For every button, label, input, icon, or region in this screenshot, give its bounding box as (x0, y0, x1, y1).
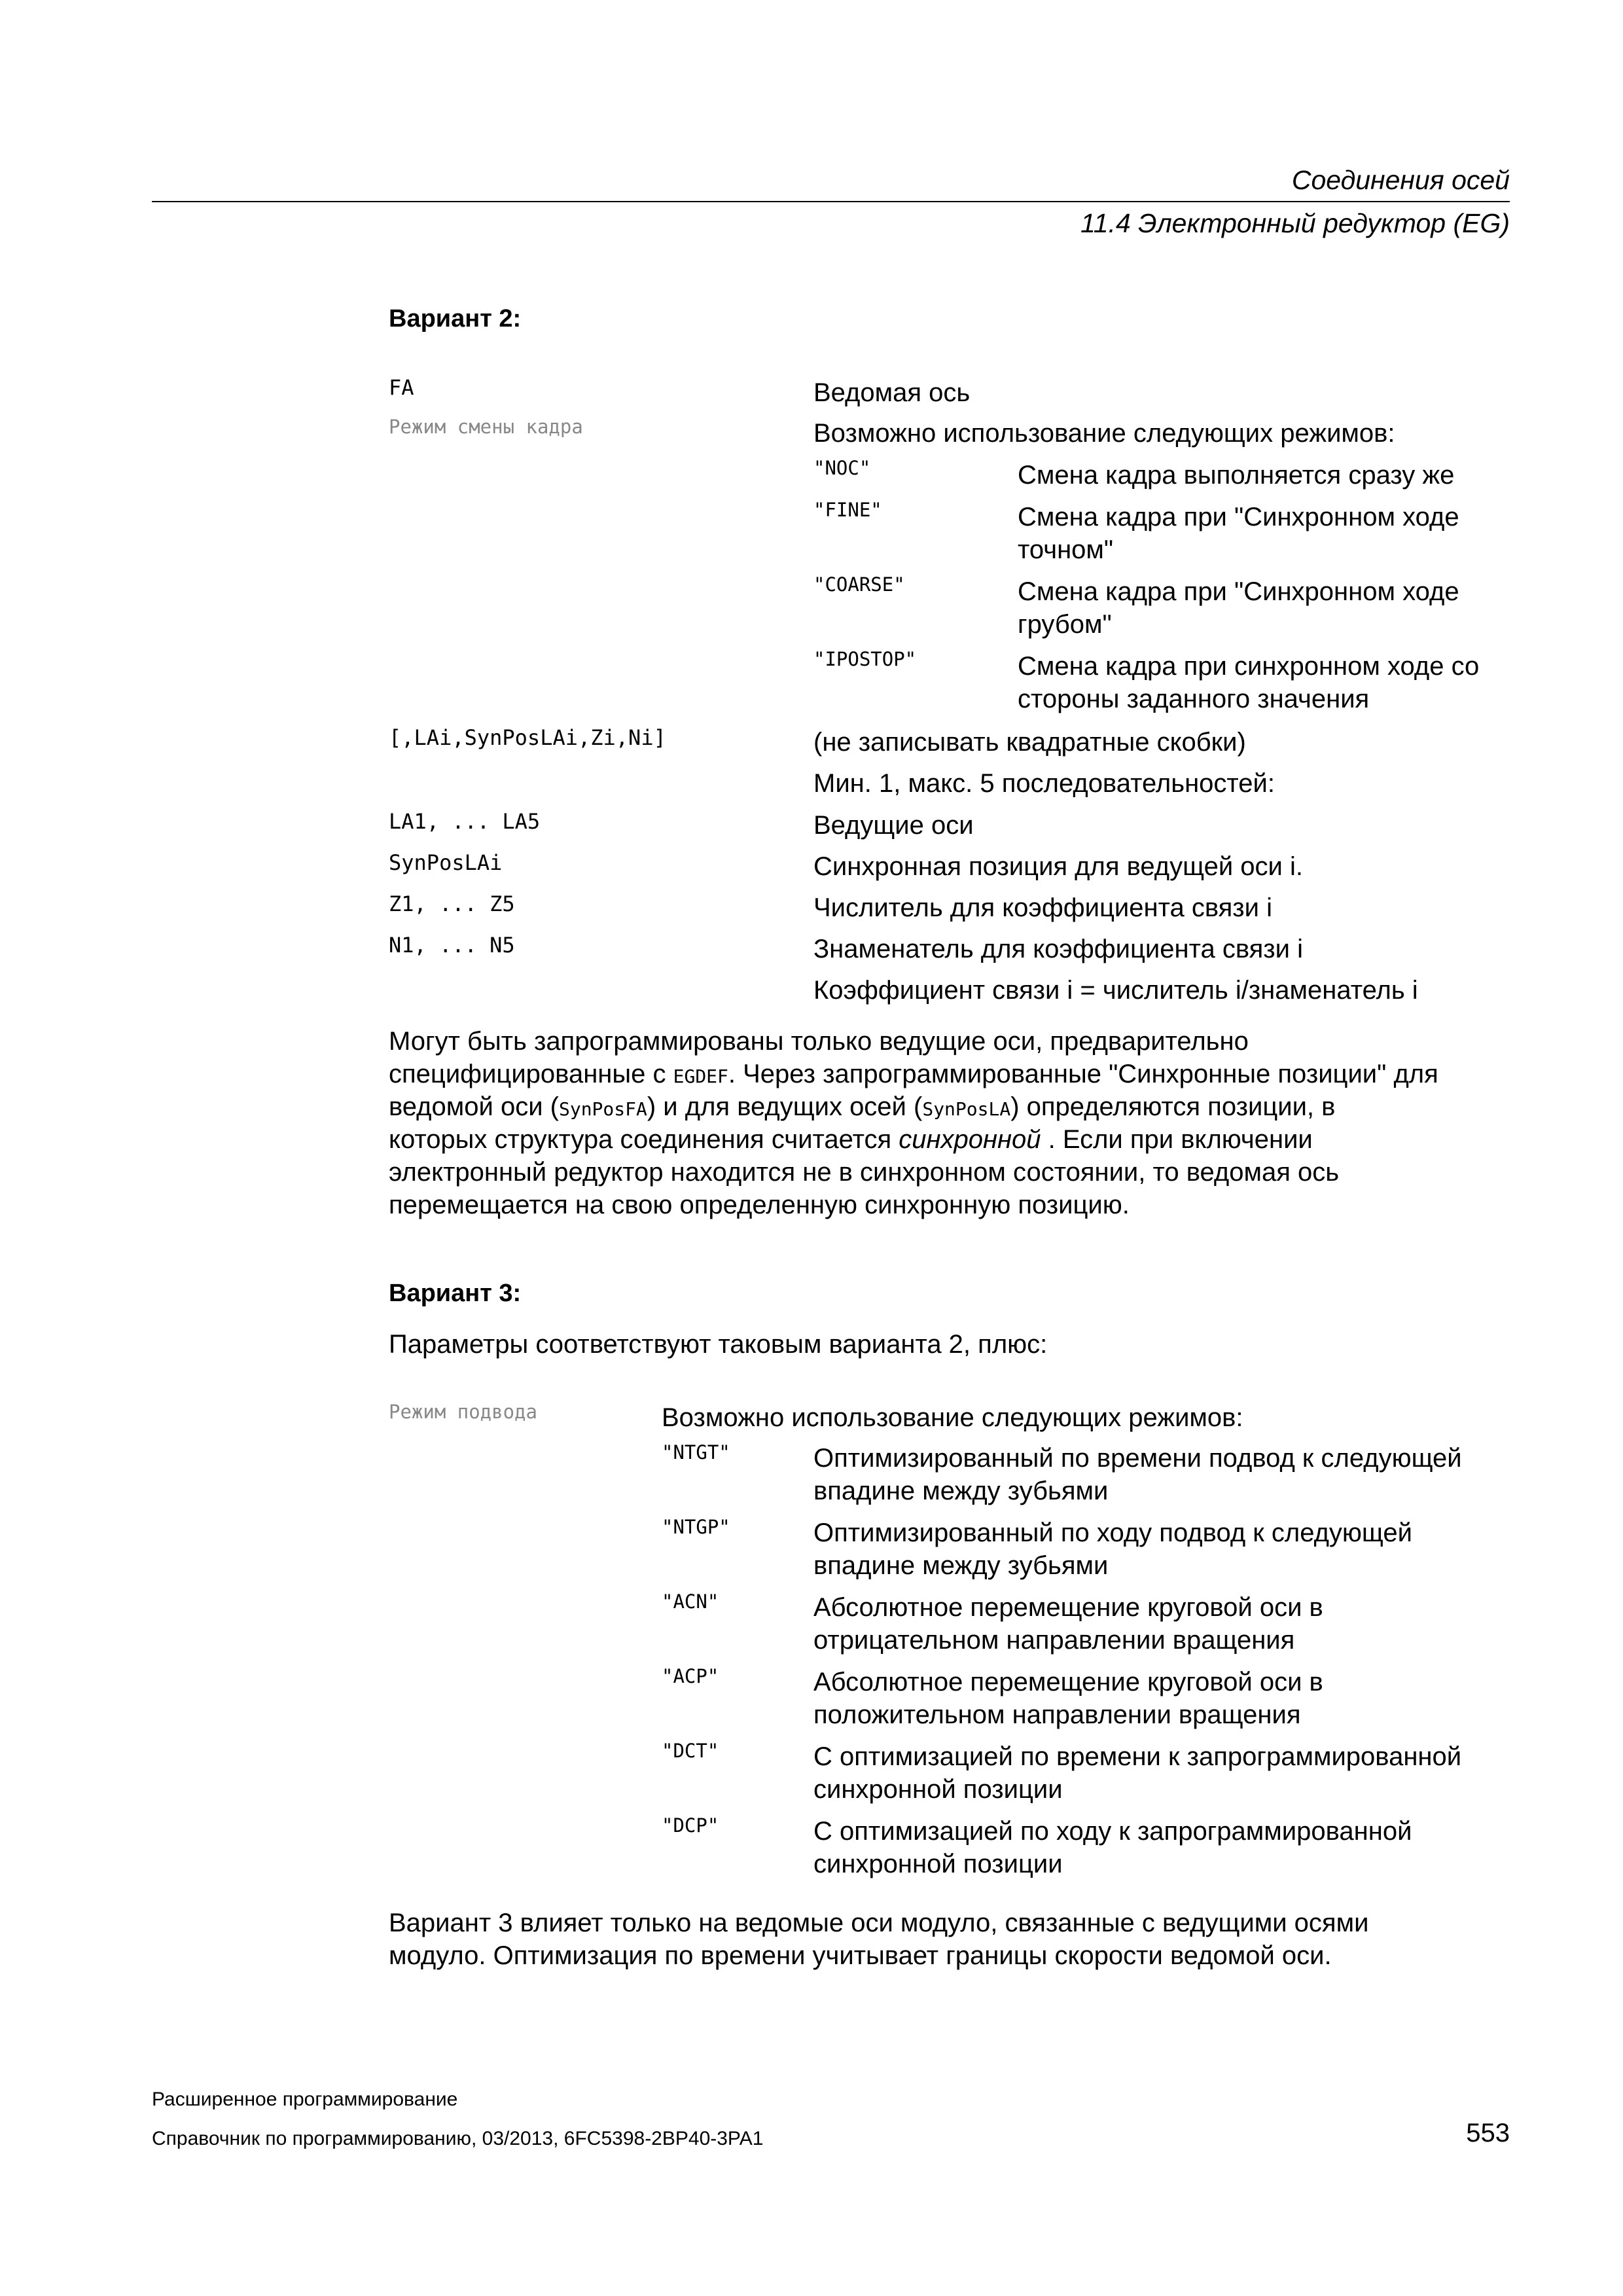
fa-desc: Ведомая ось (813, 378, 971, 407)
mode-desc-ipostop-1: Смена кадра при синхронном ходе со (1018, 652, 1480, 681)
approach-code-ntgt: "NTGT" (662, 1441, 730, 1463)
approach-desc-dcp-2: синхронной позиции (813, 1850, 1063, 1878)
approach-desc-acn-2: отрицательном направлении вращения (813, 1626, 1295, 1655)
mode-desc-coarse-2: грубом" (1018, 610, 1112, 639)
paragraph-line-1: Могут быть запрограммированы только ведущие оси, предварительно (389, 1027, 1249, 1056)
coupling-formula: Коэффициент связи i = числитель i/знаменатель i (813, 976, 1418, 1005)
variant3-heading: Вариант 3: (389, 1280, 522, 1307)
mode-code-coarse: "COARSE" (813, 573, 905, 596)
paragraph-line-2: специфицированные с EGDEF. Через запрограммированные "Синхронные позиции" для (389, 1060, 1438, 1088)
approach-desc-ntgp-1: Оптимизированный по ходу подвод к следующей (813, 1518, 1412, 1547)
approach-desc-acp-2: положительном направлении вращения (813, 1700, 1301, 1729)
param-desc-la: Ведущие оси (813, 811, 974, 840)
footer-manual-info: Справочник по программированию, 03/2013, 6FC5398-2BP40-3PA1 (152, 2128, 764, 2149)
mode-code-ipostop: "IPOSTOP" (813, 648, 917, 670)
approach-param-label: Режим подвода (389, 1401, 537, 1423)
closing-line-1: Вариант 3 влияет только на ведомые оси модуло, связанные с ведущими осями (389, 1909, 1369, 1937)
param-code-z: Z1, ... Z5 (389, 891, 515, 916)
mode-desc-fine-1: Смена кадра при "Синхронном ходе (1018, 503, 1459, 531)
approach-intro: Возможно использование следующих режимов: (662, 1403, 1243, 1432)
approach-desc-acp-1: Абсолютное перемещение круговой оси в (813, 1668, 1323, 1696)
synposfa-code: SynPosFA (558, 1098, 647, 1120)
approach-desc-dct-1: С оптимизацией по времени к запрограммированной (813, 1742, 1462, 1771)
paragraph-line-5: электронный редуктор находится не в синхронном состоянии, то ведомая ось (389, 1158, 1340, 1187)
paragraph-line-6: перемещается на свою определенную синхронную позицию. (389, 1191, 1130, 1219)
synposla-code: SynPosLA (922, 1098, 1011, 1120)
param-code-n: N1, ... N5 (389, 933, 515, 958)
approach-code-ntgp: "NTGP" (662, 1516, 730, 1538)
sequence-code: [,LAi,SynPosLAi,Zi,Ni] (389, 725, 666, 750)
mode-desc-ipostop-2: стороны заданного значения (1018, 685, 1370, 713)
approach-desc-ntgt-1: Оптимизированный по времени подвод к следующей (813, 1444, 1462, 1473)
approach-code-acp: "ACP" (662, 1665, 719, 1687)
sequence-note: (не записывать квадратные скобки) (813, 728, 1246, 757)
mode-desc-fine-2: точном" (1018, 535, 1114, 564)
fa-code: FA (389, 375, 414, 400)
paragraph-line-3: ведомой оси (SynPosFA) и для ведущих осей (SynPosLA) определяются позиции, в (389, 1092, 1336, 1121)
approach-desc-acn-1: Абсолютное перемещение круговой оси в (813, 1593, 1323, 1622)
approach-code-acn: "ACN" (662, 1590, 719, 1613)
param-desc-z: Числитель для коэффициента связи i (813, 893, 1272, 922)
page-number: 553 (1466, 2119, 1510, 2147)
mode-code-fine: "FINE" (813, 499, 882, 521)
mode-param-label: Режим смены кадра (389, 416, 583, 438)
mode-desc-coarse-1: Смена кадра при "Синхронном ходе (1018, 577, 1459, 606)
chapter-title: Соединения осей (1291, 165, 1510, 195)
mode-code-noc: "NOC" (813, 457, 871, 479)
variant2-heading: Вариант 2: (389, 305, 522, 332)
param-code-la: LA1, ... LA5 (389, 809, 541, 834)
approach-desc-ntgp-2: впадине между зубьями (813, 1551, 1109, 1580)
synchronous-emphasis: синхронной (899, 1125, 1041, 1154)
approach-code-dcp: "DCP" (662, 1814, 719, 1837)
paragraph-line-4: которых структура соединения считается синхронной . Если при включении (389, 1125, 1313, 1154)
header-rule (152, 201, 1510, 202)
egdef-code: EGDEF (673, 1066, 728, 1087)
closing-line-2: модуло. Оптимизация по времени учитывает границы скорости ведомой оси. (389, 1941, 1332, 1970)
approach-desc-dcp-1: С оптимизацией по ходу к запрограммированной (813, 1817, 1412, 1846)
mode-intro: Возможно использование следующих режимов: (813, 419, 1395, 448)
footer-book-title: Расширенное программирование (152, 2089, 458, 2110)
approach-desc-ntgt-2: впадине между зубьями (813, 1477, 1109, 1505)
sequence-count: Мин. 1, макс. 5 последовательностей: (813, 769, 1275, 798)
param-desc-synposlai: Синхронная позиция для ведущей оси i. (813, 852, 1304, 881)
approach-code-dct: "DCT" (662, 1740, 719, 1762)
approach-desc-dct-2: синхронной позиции (813, 1775, 1063, 1804)
param-desc-n: Знаменатель для коэффициента связи i (813, 935, 1303, 963)
mode-desc-noc: Смена кадра выполняется сразу же (1018, 461, 1455, 490)
variant3-intro: Параметры соответствуют таковым варианта 2, плюс: (389, 1330, 1048, 1359)
section-title: 11.4 Электронный редуктор (EG) (1080, 208, 1510, 238)
param-code-synposlai: SynPosLAi (389, 850, 503, 875)
